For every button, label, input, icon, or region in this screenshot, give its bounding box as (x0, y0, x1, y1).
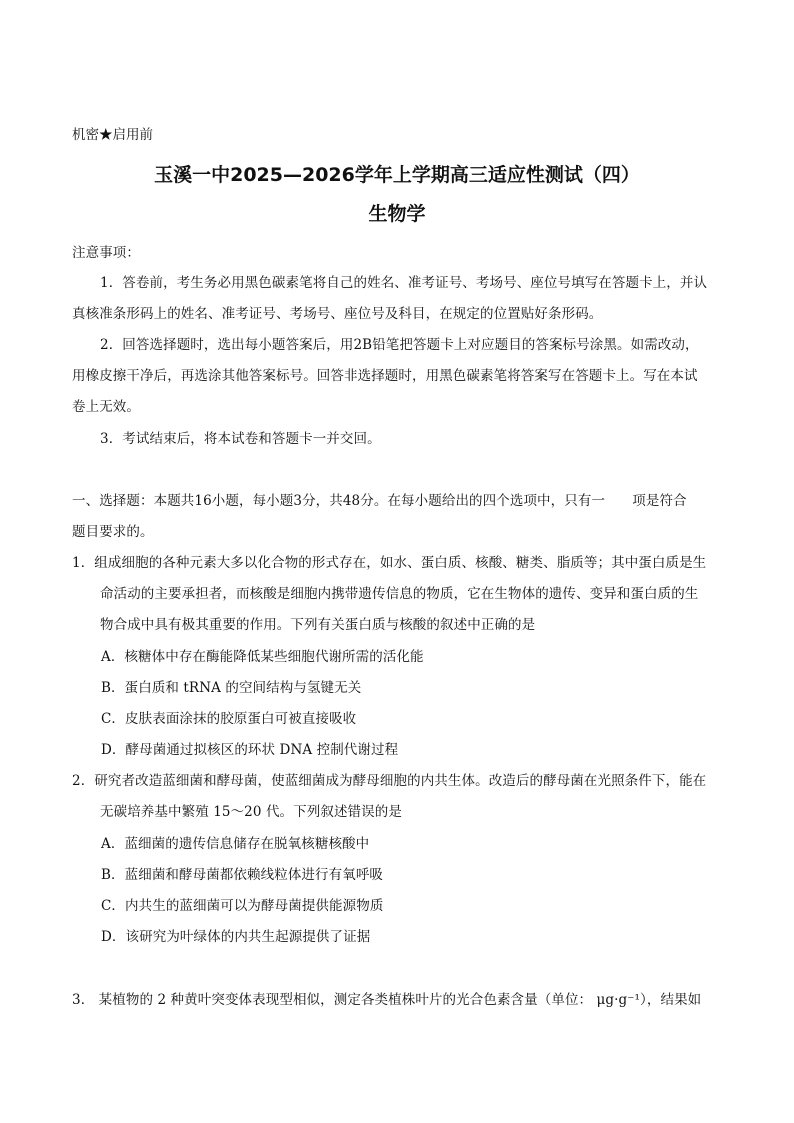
question-1-line-3: 物合成中具有极其重要的作用。下列有关蛋白质与核酸的叙述中正确的是 (100, 617, 536, 633)
notice-item-3: 3．考试结束后，将本试卷和答题卡一并交回。 (100, 431, 381, 447)
exam-title: 玉溪一中2025—2026学年上学期高三适应性测试（四） (154, 164, 640, 186)
question-1-option-c: C．皮肤表面涂抹的胶原蛋白可被直接吸收 (101, 711, 357, 727)
confidential-label: 机密★启用前 (72, 127, 153, 143)
notice-item-1-line-2: 真核准条形码上的姓名、准考证号、考场号、座位号及科目，在规定的位置贴好条形码。 (72, 306, 603, 322)
question-2-option-d: D．该研究为叶绿体的内共生起源提供了证据 (101, 929, 371, 945)
notice-item-2-line-2: 用橡皮擦干净后，再选涂其他答案标号。回答非选择题时，用黑色碳素笔将答案写在答题卡上。写在本试 (72, 368, 698, 384)
question-1-line-1: 1．组成细胞的各种元素大多以化合物的形式存在，如水、蛋白质、核酸、糖类、脂质等；其中蛋白质是生 (72, 555, 707, 571)
question-2-option-a: A．蓝细菌的遗传信息储存在脱氧核糖核酸中 (101, 836, 370, 852)
question-3-line-1: 3． 某植物的 2 种黄叶突变体表现型相似，测定各类植株叶片的光合色素含量（单位： μg·g⁻¹），结果如 (72, 992, 702, 1008)
notice-heading: 注意事项： (72, 245, 140, 261)
notice-item-2-line-1: 2．回答选择题时，选出每小题答案后，用2B铅笔把答题卡上对应题目的答案标号涂黑。如需改动， (100, 337, 699, 353)
question-1-option-a: A．核糖体中存在酶能降低某些细胞代谢所需的活化能 (101, 649, 424, 665)
subject-title: 生物学 (368, 203, 426, 225)
question-2-option-b: B．蓝细菌和酵母菌都依赖线粒体进行有氧呼吸 (101, 867, 384, 883)
question-2-line-1: 2．研究者改造蓝细菌和酵母菌，使蓝细菌成为酵母细胞的内共生体。改造后的酵母菌在光照条件下，能在 (72, 773, 707, 789)
notice-item-1-line-1: 1．答卷前，考生务必用黑色碳素笔将自己的姓名、准考证号、考场号、座位号填写在答题卡上，并认 (100, 275, 708, 291)
section-1-line-2: 题目要求的。 (72, 524, 154, 540)
section-1-line-1: 一、选择题：本题共16小题，每小题3分，共48分。在每小题给出的四个选项中，只有一 项是符合 (72, 493, 687, 509)
question-2-option-c: C．内共生的蓝细菌可以为酵母菌提供能源物质 (101, 898, 384, 914)
question-2-line-2: 无碳培养基中繁殖 15～20 代。下列叙述错误的是 (100, 804, 402, 820)
question-1-option-b: B．蛋白质和 tRNA 的空间结构与氢键无关 (101, 680, 362, 696)
question-1-line-2: 命活动的主要承担者，而核酸是细胞内携带遗传信息的物质，它在生物体的遗传、变异和蛋白质的生 (100, 586, 699, 602)
question-1-option-d: D．酵母菌通过拟核区的环状 DNA 控制代谢过程 (101, 742, 399, 758)
notice-item-2-line-3: 卷上无效。 (72, 399, 140, 415)
